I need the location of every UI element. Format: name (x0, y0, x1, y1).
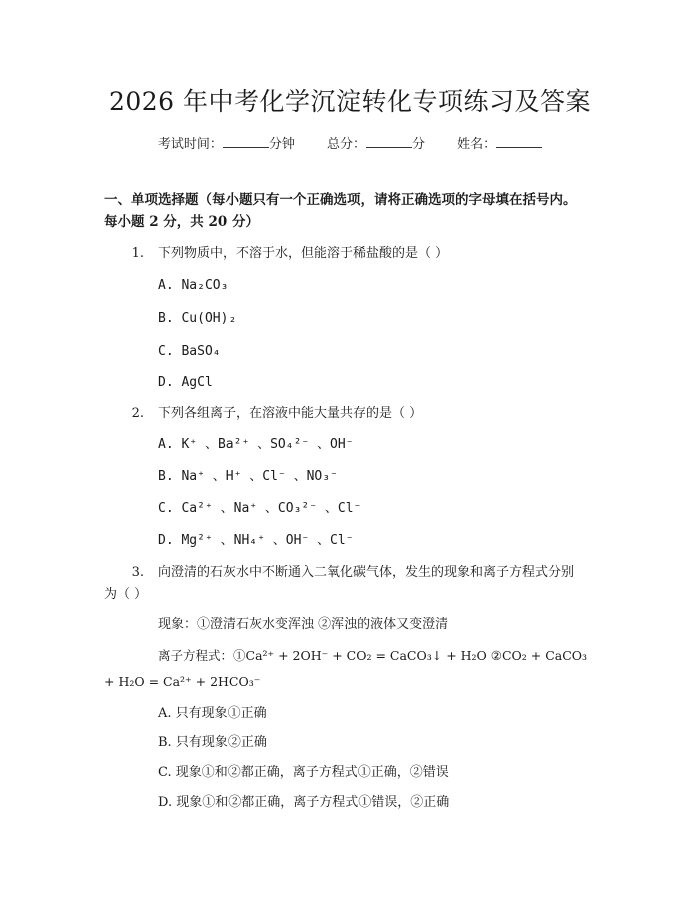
time-unit: 分钟 (268, 137, 295, 152)
question-text: 下列各组离子，在溶液中能大量共存的是（ ） (158, 406, 423, 421)
score-unit: 分 (412, 137, 426, 152)
time-label: 考试时间： (157, 137, 223, 152)
q2-option-c: C. Ca²⁺ 、Na⁺ 、CO₃²⁻ 、Cl⁻ (158, 501, 362, 516)
equation-line1: 离子方程式：①Ca²⁺ + 2OH⁻ + CO₂ = CaCO₃↓ + H₂O ②CO₂ + CaCO₃ (158, 648, 588, 663)
q3-option-b: B. 只有现象②正确 (158, 735, 267, 750)
q1-option-d: D. AgCl (158, 375, 213, 390)
equation-line2: + H₂O = Ca²⁺ + 2HCO₃⁻ (104, 674, 261, 689)
exam-time (158, 133, 295, 152)
q1-option-c: C. BaSO₄ (158, 344, 221, 359)
question-number: 2. (131, 406, 144, 421)
section-heading-line2: 每小题 2 分，共 20 分） (104, 214, 259, 230)
q3-phenomenon: 现象：①澄清石灰水变浑浊 ②浑浊的液体又变澄清 (158, 617, 449, 632)
q3-ionic-equation (104, 643, 604, 695)
student-name (457, 133, 542, 152)
q1-option-a: A. Na₂CO₃ (158, 278, 229, 293)
q3-option-d: D. 现象①和②都正确，离子方程式①错误，②正确 (158, 795, 450, 810)
q2-option-d: D. Mg²⁺ 、NH₄⁺ 、OH⁻ 、Cl⁻ (158, 533, 354, 548)
q3-option-c: C. 现象①和②都正确，离子方程式①正确，②错误 (158, 765, 449, 780)
name-blank (496, 135, 542, 148)
question-3-stem (104, 562, 604, 606)
q2-option-a: A. K⁺ 、Ba²⁺ 、SO₄²⁻ 、OH⁻ (158, 437, 354, 452)
question-number: 3. (131, 565, 144, 580)
question-2-stem (104, 403, 604, 425)
name-label: 姓名： (457, 137, 497, 152)
question-text: 下列物质中，不溶于水，但能溶于稀盐酸的是（ ） (158, 246, 449, 261)
q2-option-b: B. Na⁺ 、H⁺ 、Cl⁻ 、NO₃⁻ (158, 469, 338, 484)
section-heading-line1: 一、单项选择题（每小题只有一个正确选项，请将正确选项的字母填在括号内。 (104, 192, 577, 208)
question-number: 1. (131, 246, 144, 261)
total-score (327, 133, 425, 152)
question-1-stem (104, 243, 604, 265)
question-text-line2: 为（ ） (104, 587, 148, 602)
question-text-line1: 向澄清的石灰水中不断通入二氧化碳气体，发生的现象和离子方程式分别 (158, 565, 575, 580)
page-title: 2026 年中考化学沉淀转化专项练习及答案 (108, 87, 592, 116)
section-heading (104, 189, 604, 233)
exam-meta (0, 133, 700, 152)
q1-option-b: B. Cu(OH)₂ (158, 311, 237, 326)
time-blank (223, 135, 269, 148)
score-blank (366, 135, 412, 148)
score-label: 总分： (326, 137, 366, 152)
q3-option-a: A. 只有现象①正确 (158, 706, 267, 721)
